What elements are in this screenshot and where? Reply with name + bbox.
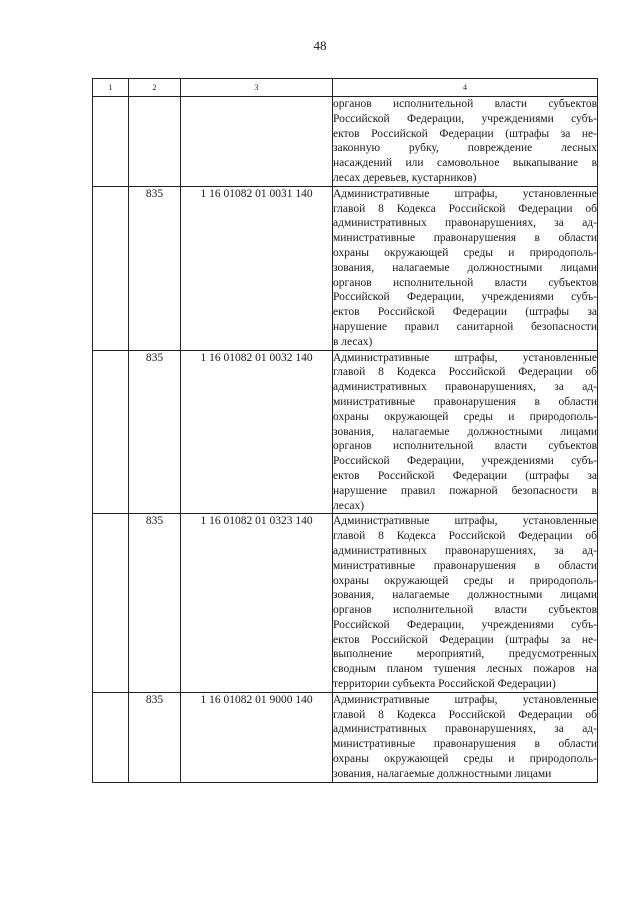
description-line: ектов Российской Федерации (штрафы за не- bbox=[333, 633, 597, 646]
description-line: Российской Федерации, учреждениями субъ- bbox=[333, 291, 597, 304]
description-line: охраны окружающей среды и природополь- bbox=[333, 753, 597, 766]
description-line: органов исполнительной власти субъектов bbox=[333, 604, 597, 617]
cell-description bbox=[333, 186, 598, 350]
description-line: Административные штрафы, установленные bbox=[333, 351, 597, 364]
description-line: ектов Российской Федерации (штрафы за bbox=[333, 469, 597, 482]
description-line: главой 8 Кодекса Российской Федерации об bbox=[333, 530, 597, 543]
cell-admin-code: 835 bbox=[129, 692, 181, 782]
description-line: нарушение правил санитарной безопасности bbox=[333, 320, 597, 333]
description-line: главой 8 Кодекса Российской Федерации об bbox=[333, 202, 597, 215]
description-line: охраны окружающей среды и природополь- bbox=[333, 410, 597, 423]
cell-budget-code: 1 16 01082 01 0031 140 bbox=[181, 186, 333, 350]
description-line: выполнение мероприятий, предусмотренных bbox=[333, 648, 597, 661]
description-line: охраны окружающей среды и природополь- bbox=[333, 246, 597, 259]
description-line: административных правонарушениях, за ад- bbox=[333, 217, 597, 230]
description-line: министративные правонарушения в области bbox=[333, 738, 597, 751]
description-line: административных правонарушениях, за ад- bbox=[333, 723, 597, 736]
column-header-1: 1 bbox=[93, 79, 129, 97]
cell-description bbox=[333, 514, 598, 693]
description-line: зования, налагаемые должностными лицами bbox=[333, 589, 597, 602]
description-line: Административные штрафы, установленные bbox=[333, 187, 597, 200]
description-line: зования, налагаемые должностными лицами bbox=[333, 767, 552, 780]
cell-admin-code: 835 bbox=[129, 514, 181, 693]
description-line: в лесах) bbox=[333, 335, 373, 348]
description-line: нарушение правил пожарной безопасности в bbox=[333, 484, 597, 497]
description-line: Российской Федерации, учреждениями субъ- bbox=[333, 618, 597, 631]
cell-col1 bbox=[93, 97, 129, 187]
cell-description bbox=[333, 97, 598, 187]
cell-col1 bbox=[93, 186, 129, 350]
document-table bbox=[92, 78, 598, 783]
table-row bbox=[93, 514, 598, 693]
cell-col1 bbox=[93, 692, 129, 782]
cell-budget-code: 1 16 01082 01 0032 140 bbox=[181, 350, 333, 514]
description-line: органов исполнительной власти субъектов bbox=[333, 276, 597, 289]
description-line: органов исполнительной власти субъектов bbox=[333, 440, 597, 453]
cell-description bbox=[333, 692, 598, 782]
description-line: Административные штрафы, установленные bbox=[333, 515, 597, 528]
cell-budget-code bbox=[181, 97, 333, 187]
page-number: 48 bbox=[313, 38, 327, 53]
table-row bbox=[93, 350, 598, 514]
description-line: законную рубку, повреждение лесных bbox=[333, 142, 597, 155]
description-line: министративные правонарушения в области bbox=[333, 559, 597, 572]
description-line: главой 8 Кодекса Российской Федерации об bbox=[333, 366, 597, 379]
table-row bbox=[93, 692, 598, 782]
description-line: зования, налагаемые должностными лицами bbox=[333, 425, 597, 438]
cell-budget-code: 1 16 01082 01 0323 140 bbox=[181, 514, 333, 693]
cell-admin-code: 835 bbox=[129, 186, 181, 350]
description-line: административных правонарушениях, за ад- bbox=[333, 544, 597, 557]
description-line: министративные правонарушения в области bbox=[333, 395, 597, 408]
description-line: органов исполнительной власти субъектов bbox=[333, 98, 597, 110]
table-body bbox=[93, 97, 598, 783]
column-header-3: 3 bbox=[181, 79, 333, 97]
description-line: сводным планом тушения лесных пожаров на bbox=[333, 663, 597, 676]
column-header-2: 2 bbox=[129, 79, 181, 97]
description-line: лесах деревьев, кустарников) bbox=[333, 171, 477, 184]
description-line: насаждений или самовольное выкапывание в bbox=[333, 157, 597, 170]
description-line: территории субъекта Российской Федерации) bbox=[333, 678, 556, 691]
table-header-row bbox=[93, 79, 598, 97]
cell-col1 bbox=[93, 514, 129, 693]
description-line: главой 8 Кодекса Российской Федерации об bbox=[333, 708, 597, 721]
table-row bbox=[93, 97, 598, 187]
description-line: охраны окружающей среды и природополь- bbox=[333, 574, 597, 587]
description-line: министративные правонарушения в области bbox=[333, 232, 597, 245]
column-header-4: 4 bbox=[333, 79, 598, 97]
cell-col1 bbox=[93, 350, 129, 514]
cell-admin-code bbox=[129, 97, 181, 187]
description-line: административных правонарушениях, за ад- bbox=[333, 381, 597, 394]
description-line: Российской Федерации, учреждениями субъ- bbox=[333, 455, 597, 468]
description-line: зования, налагаемые должностными лицами bbox=[333, 261, 597, 274]
cell-description bbox=[333, 350, 598, 514]
table-row bbox=[93, 186, 598, 350]
cell-admin-code: 835 bbox=[129, 350, 181, 514]
description-line: Административные штрафы, установленные bbox=[333, 693, 597, 706]
description-line: ектов Российской Федерации (штрафы за bbox=[333, 306, 597, 319]
description-line: ектов Российской Федерации (штрафы за не- bbox=[333, 127, 597, 140]
description-line: Российской Федерации, учреждениями субъ- bbox=[333, 112, 597, 125]
cell-budget-code: 1 16 01082 01 9000 140 bbox=[181, 692, 333, 782]
description-line: лесах) bbox=[333, 499, 365, 512]
